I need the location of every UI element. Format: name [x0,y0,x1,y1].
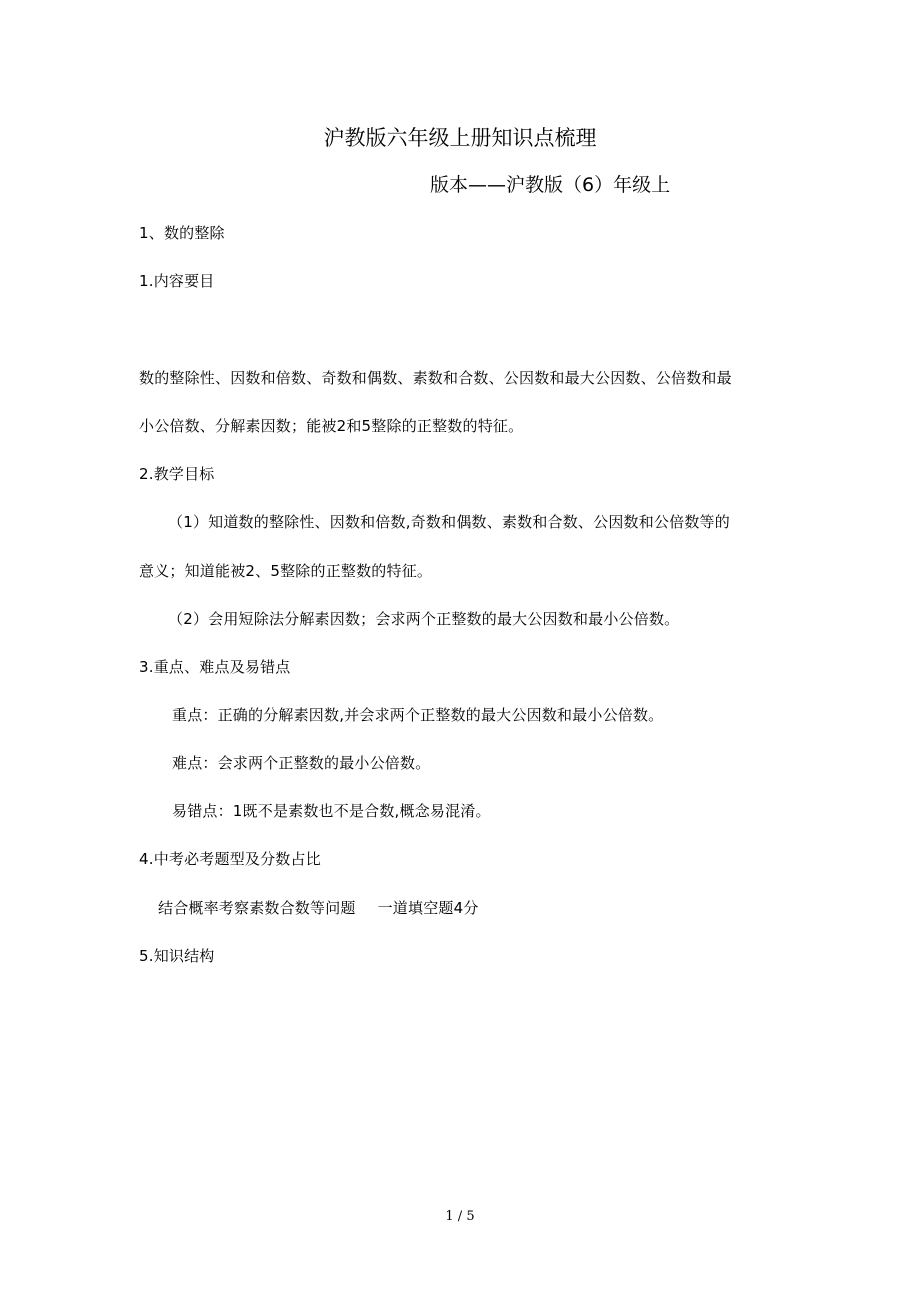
goal-item-1-line-2: 意义；知道能被2、5整除的正整数的特征。 [139,562,433,580]
difficult-point: 难点：会求两个正整数的最小公倍数。 [172,754,431,772]
section-1-1-heading: 1.内容要目 [139,272,215,290]
error-prone-point: 易错点：1既不是素数也不是合数,概念易混淆。 [172,802,491,820]
exam-item [158,898,479,918]
exam-item-topic: 结合概率考察素数合数等问题 [158,899,356,917]
section-3-heading: 3.重点、难点及易错点 [139,658,291,676]
section-1-heading: 1、数的整除 [139,224,225,242]
document-subtitle: 版本——沪教版（6）年级上 [430,174,671,196]
section-2-heading: 2.教学目标 [139,465,215,483]
goal-item-2: （2）会用短除法分解素因数；会求两个正整数的最大公因数和最小公倍数。 [168,610,680,628]
section-5-heading: 5.知识结构 [139,947,215,965]
exam-item-score: 一道填空题4分 [377,899,479,917]
document-title: 沪教版六年级上册知识点梳理 [323,126,597,150]
page-number: 1 / 5 [445,1209,475,1224]
key-point: 重点：正确的分解素因数,并会求两个正整数的最大公因数和最小公倍数。 [172,706,664,724]
section-4-heading: 4.中考必考题型及分数占比 [139,850,321,868]
goal-item-1-line-1: （1）知道数的整除性、因数和倍数,奇数和偶数、素数和合数、公因数和公倍数等的 [168,513,730,531]
content-paragraph-line-1: 数的整除性、因数和倍数、奇数和偶数、素数和合数、公因数和最大公因数、公倍数和最 [139,369,732,387]
content-paragraph-line-2: 小公倍数、分解素因数；能被2和5整除的正整数的特征。 [139,417,524,435]
